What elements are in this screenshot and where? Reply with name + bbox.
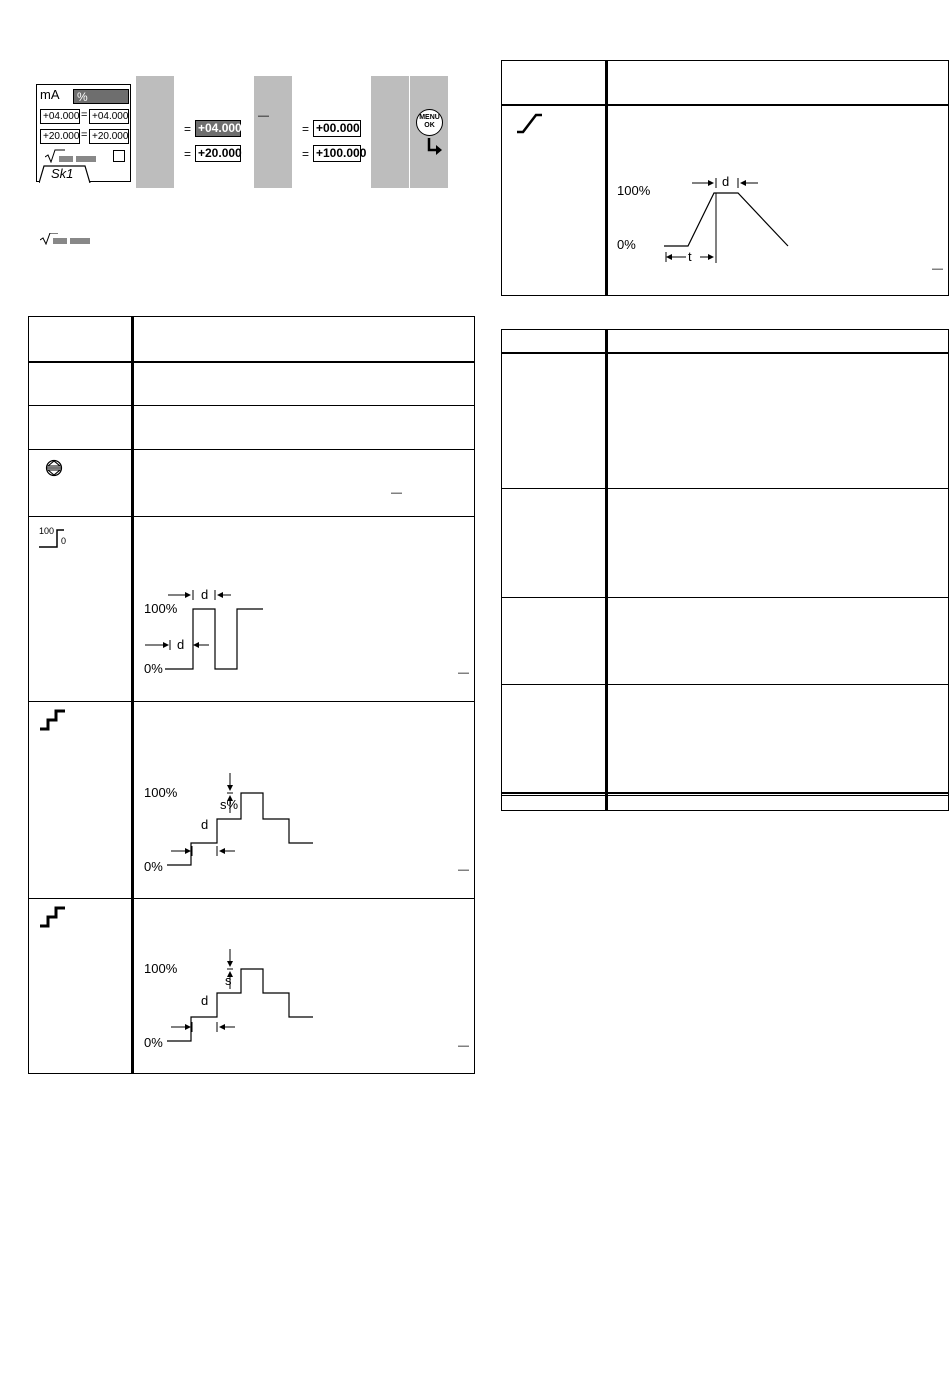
step-icon (39, 906, 67, 928)
row3-dash: — (391, 487, 402, 499)
ramp-icon (516, 112, 544, 134)
dash-mark: — (258, 110, 269, 122)
header-rule (29, 361, 474, 363)
separator-bar-2 (254, 76, 292, 188)
row-rule-3 (502, 684, 948, 685)
step2-0-label: 0% (144, 1035, 163, 1050)
ok-label: OK (424, 122, 435, 129)
checkbox-icon[interactable] (113, 150, 125, 162)
header-rule (502, 104, 948, 106)
step1-value-2[interactable]: +20.000 (195, 145, 241, 162)
step-s-percent-label: s% (220, 797, 239, 812)
scale-0-label: 0 (61, 536, 67, 546)
ramp-0-label: 0% (617, 237, 636, 252)
lcd-left-value-1[interactable]: +04.000 (40, 109, 80, 124)
tab-label[interactable]: Sk1 (51, 166, 74, 181)
step-percent-diagram (133, 765, 383, 875)
enter-arrow-icon (426, 138, 444, 156)
display-sequence (30, 76, 450, 188)
separator-bar-3 (371, 76, 409, 188)
row-rule-4 (29, 701, 474, 702)
step-s-label: s (225, 973, 232, 988)
row5-dash: — (458, 864, 469, 876)
sqrt-bargraph-icon (45, 149, 105, 163)
ramp-dash: — (932, 263, 943, 275)
menu-ok-button-icon[interactable] (416, 109, 443, 136)
lcd-equals-2: = (81, 129, 88, 141)
row-rule-2 (502, 597, 948, 598)
pulse-100-label: 100% (144, 601, 178, 616)
step-0-label: 0% (144, 859, 163, 874)
step-icon (39, 709, 67, 731)
settings-table-right (501, 329, 949, 811)
separator-bar-1 (136, 76, 174, 188)
sqrt-bargraph-icon (40, 233, 100, 245)
ramp-table (501, 60, 949, 296)
unit-label: mA (40, 87, 60, 102)
ramp-100-label: 100% (617, 183, 651, 198)
row-rule-5 (502, 795, 948, 796)
step2-d-label: d (201, 993, 209, 1008)
pulse-0-label: 0% (144, 661, 163, 676)
header-rule (502, 352, 948, 354)
row-rule-5 (29, 898, 474, 899)
pulse-d-top-label: d (201, 587, 209, 602)
row-rule-1 (29, 405, 474, 406)
row-rule-1 (502, 488, 948, 489)
row-rule-4 (502, 792, 948, 794)
row6-dash: — (458, 1040, 469, 1052)
scale-100-label: 100 (39, 526, 55, 536)
row-rule-3 (29, 516, 474, 517)
pulse-d-mid-label: d (177, 637, 185, 652)
function-table-left (28, 316, 475, 1074)
step2-value-1[interactable]: +00.000 (313, 120, 361, 137)
step2-100-label: 100% (144, 961, 178, 976)
step2-equals-1: = (302, 122, 310, 136)
step-100-label: 100% (144, 785, 178, 800)
square-wave-icon (39, 526, 69, 546)
ramp-d-label: d (722, 174, 730, 189)
step2-equals-2: = (302, 147, 310, 161)
step2-value-2[interactable]: +100.000 (313, 145, 361, 162)
lcd-right-value-1[interactable]: +04.000 (89, 109, 129, 124)
percent-label: % (77, 90, 88, 104)
lcd-equals-1: = (81, 109, 88, 121)
lcd-right-value-2[interactable]: +20.000 (89, 129, 129, 144)
step1-value-1[interactable]: +04.000 (195, 120, 241, 137)
row-rule-2 (29, 449, 474, 450)
step1-equals-2: = (184, 147, 192, 161)
ramp-t-label: t (688, 249, 692, 264)
percent-field[interactable] (73, 89, 129, 104)
step-d-label: d (201, 817, 209, 832)
step1-equals-1: = (184, 122, 192, 136)
step-absolute-diagram (133, 941, 383, 1051)
lcd-left-value-2[interactable]: +20.000 (40, 129, 80, 144)
pulse-diagram (133, 579, 383, 679)
up-down-arrow-icon (45, 458, 63, 478)
menu-label: MENU (419, 114, 440, 121)
row4-dash: — (458, 667, 469, 679)
column-divider (605, 330, 608, 810)
lcd-screen (36, 84, 131, 182)
